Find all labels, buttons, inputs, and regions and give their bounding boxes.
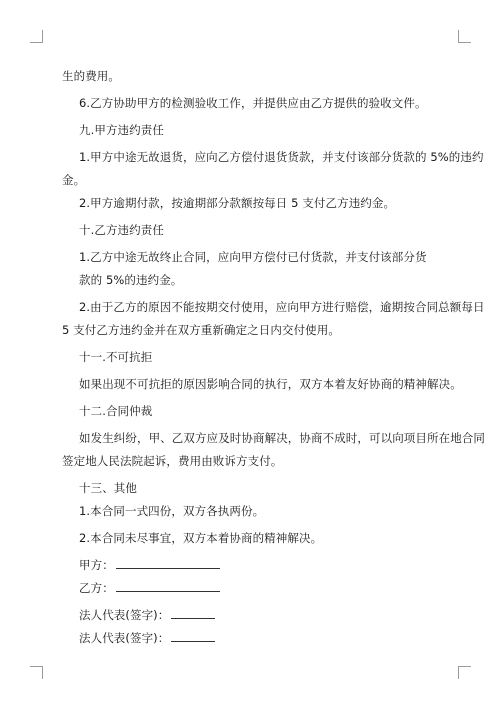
signature-label: 乙方：	[79, 581, 114, 595]
signature-blank	[116, 580, 220, 592]
section-heading: 十三、其他	[79, 481, 137, 495]
signature-party-b	[79, 580, 220, 596]
page-corner-mark-bottom-left	[30, 666, 43, 679]
signature-blank	[171, 607, 215, 619]
paragraph-line: 签定地人民法院起诉，费用由败诉方支付。	[62, 454, 283, 468]
signature-label: 法人代表(签字)：	[79, 631, 170, 645]
page-corner-mark-top-right	[458, 30, 471, 43]
page-corner-mark-bottom-right	[458, 666, 471, 679]
paragraph-line: 1.甲方中途无故退货，应向乙方偿付退货货款，并支付该部分货款的 5%的违约	[79, 150, 484, 164]
paragraph-line: 生的费用。	[62, 69, 120, 83]
page-corner-mark-top-left	[30, 30, 43, 43]
signature-label: 法人代表(签字)：	[79, 608, 170, 622]
paragraph-line: 如果出现不可抗拒的原因影响合同的执行，双方本着友好协商的精神解决。	[79, 377, 462, 391]
signature-blank	[116, 557, 220, 569]
paragraph-line: 5 支付乙方违约金并在双方重新确定之日内交付使用。	[62, 323, 340, 337]
paragraph-line: 款的 5%的违约金。	[79, 273, 183, 287]
paragraph-line: 6.乙方协助甲方的检测验收工作，并提供应由乙方提供的验收文件。	[79, 96, 427, 110]
signature-legal-rep-b	[79, 630, 215, 646]
paragraph-line: 2.甲方逾期付款，按逾期部分款额按每日 5 支付乙方违约金。	[79, 196, 396, 210]
paragraph-line: 金。	[62, 173, 86, 187]
section-heading: 九.甲方违约责任	[79, 123, 164, 137]
paragraph-line: 如发生纠纷，甲、乙双方应及时协商解决，协商不成时，可以向项目所在地合同	[79, 431, 485, 445]
signature-label: 甲方：	[79, 558, 114, 572]
paragraph-line: 1.乙方中途无故终止合同，应向甲方偿付已付货款，并支付该部分货	[79, 250, 427, 264]
paragraph-line: 2.本合同未尽事宜，双方本着协商的精神解决。	[79, 531, 323, 545]
signature-blank	[171, 630, 215, 642]
section-heading: 十一.不可抗拒	[79, 350, 153, 364]
section-heading: 十.乙方违约责任	[79, 223, 164, 237]
paragraph-line: 1.本合同一式四份，双方各执两份。	[79, 504, 265, 518]
paragraph-line: 2.由于乙方的原因不能按期交付使用，应向甲方进行赔偿，逾期按合同总额每日	[79, 300, 485, 314]
section-heading: 十二.合同仲裁	[79, 404, 153, 418]
signature-legal-rep-a	[79, 607, 215, 623]
signature-party-a	[79, 557, 220, 573]
